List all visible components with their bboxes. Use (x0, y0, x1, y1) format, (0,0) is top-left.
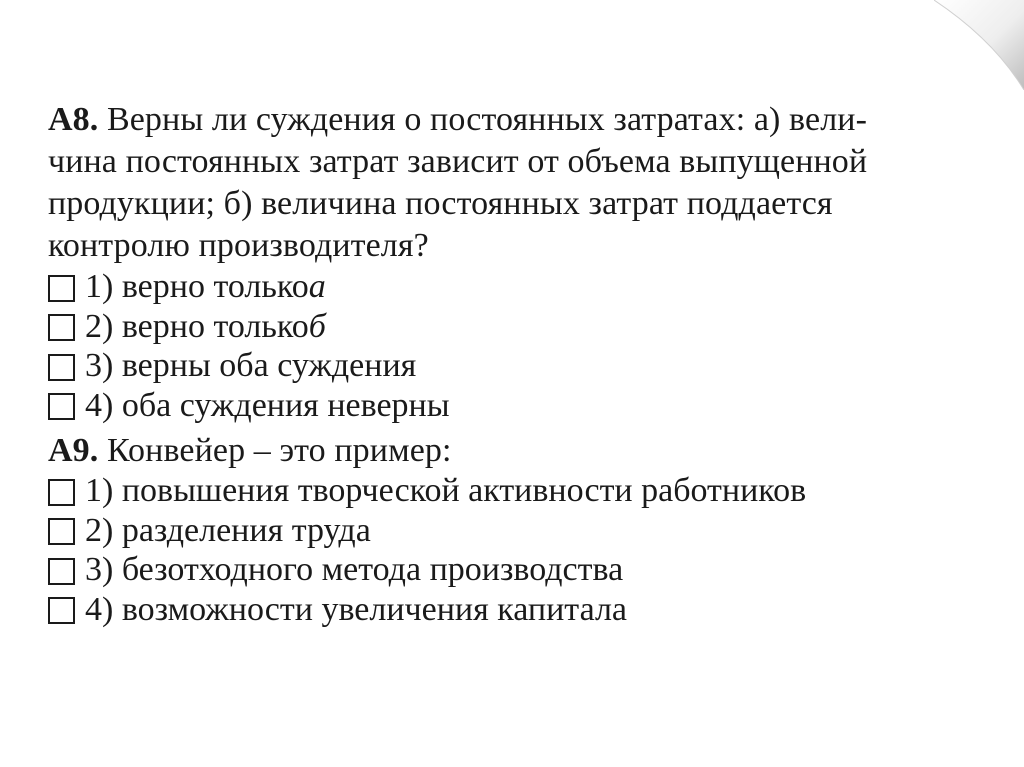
option-a9-3-label: 3) безотходного метода производства (85, 551, 624, 588)
option-a9-4[interactable] (48, 590, 968, 630)
option-a8-1[interactable] (48, 267, 968, 307)
option-a9-1[interactable] (48, 471, 968, 511)
question-a8-text (48, 99, 968, 267)
question-a8-line-1 (48, 99, 968, 141)
option-a8-1-label: 1) верно только (85, 268, 309, 305)
question-a8-number: А8. (48, 101, 99, 138)
question-a9-stem: Конвейер – это пример: (106, 432, 452, 469)
checkbox-a9-3[interactable] (48, 558, 75, 585)
checkbox-a9-4[interactable] (48, 597, 75, 624)
page-curl-decoration (934, 0, 1024, 90)
option-a8-4[interactable] (48, 386, 968, 426)
checkbox-a8-4[interactable] (48, 393, 75, 420)
option-a9-3[interactable] (48, 550, 968, 590)
question-a8-stem: Верны ли суждения о постоянных затратах: а) вели- (106, 101, 867, 138)
checkbox-a8-1[interactable] (48, 275, 75, 302)
question-a9-number: А9. (48, 432, 99, 469)
checkbox-a9-1[interactable] (48, 479, 75, 506)
question-a9 (48, 431, 968, 629)
option-a9-2-label: 2) разделения труда (85, 511, 371, 549)
option-a8-3-label: 3) верны оба суждения (85, 347, 417, 384)
question-a9-options (48, 471, 968, 629)
option-a9-4-label: 4) возможности увеличения капитала (85, 590, 628, 628)
question-a9-text (48, 431, 968, 471)
option-a8-2-emph: б (308, 307, 326, 345)
question-a8-line-3: продукции; б) величина постоянных затрат поддается (48, 185, 833, 222)
question-a8 (48, 99, 968, 425)
option-a8-4-label: 4) оба суждения неверны (85, 386, 450, 424)
question-a8-line-2: чина постоянных затрат зависит от объема выпущенной (48, 143, 868, 180)
option-a8-2-label: 2) верно только (85, 307, 309, 345)
question-a8-line-4: контролю производителя? (48, 227, 429, 264)
option-a8-2[interactable] (48, 307, 968, 347)
quiz-content (48, 99, 968, 629)
question-a8-options (48, 267, 968, 425)
checkbox-a8-3[interactable] (48, 354, 75, 381)
option-a9-2[interactable] (48, 511, 968, 551)
checkbox-a9-2[interactable] (48, 518, 75, 545)
option-a8-1-emph: а (308, 268, 326, 305)
checkbox-a8-2[interactable] (48, 314, 75, 341)
option-a8-3[interactable] (48, 346, 968, 386)
option-a9-1-label: 1) повышения творческой активности работников (85, 472, 807, 509)
